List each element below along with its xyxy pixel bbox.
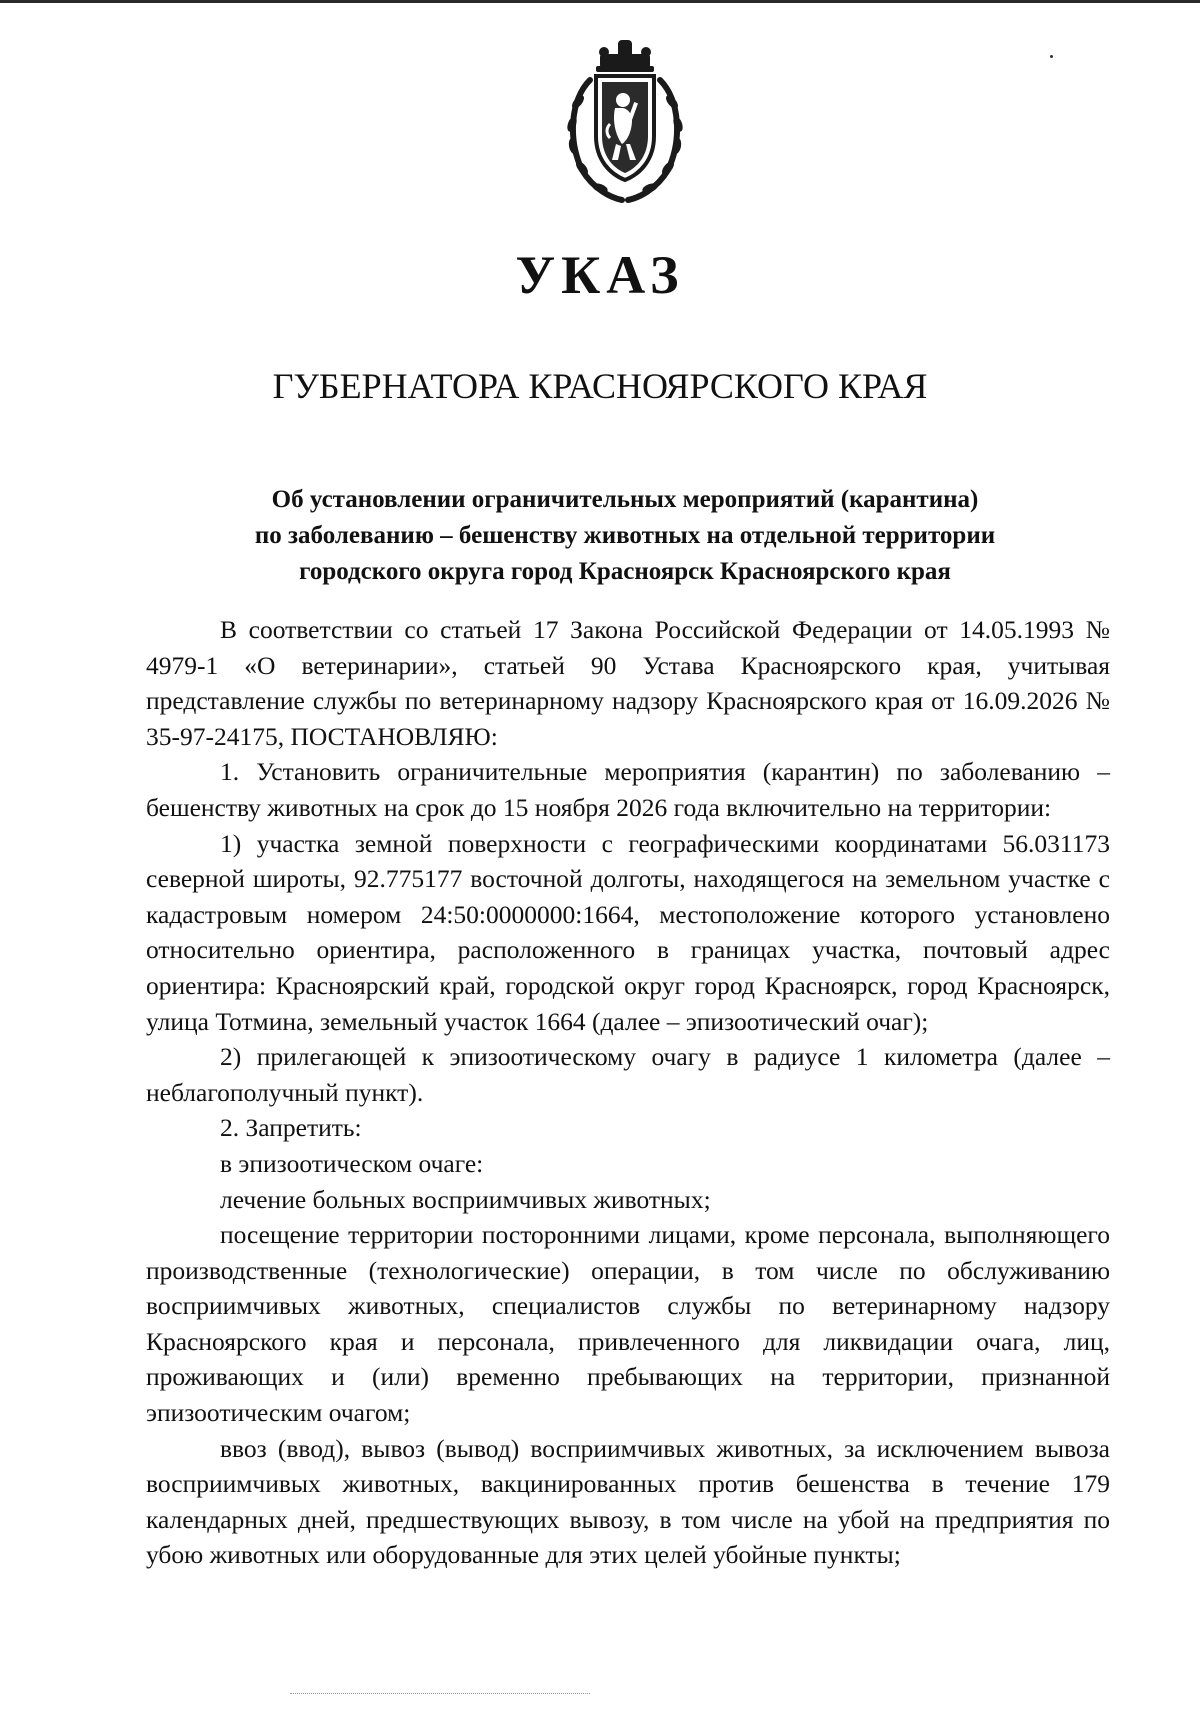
document-subtitle: ГУБЕРНАТОРА КРАСНОЯРСКОГО КРАЯ (272, 366, 928, 406)
heading-line: городского округа город Красноярск Красноярского края (299, 558, 951, 585)
page-top-border (0, 0, 1200, 3)
paragraph-item-1: 1. Установить ограничительные мероприятия (карантин) по заболеванию – бешенству животных на срок до 15 ноября 2026 года включительно на территории: (146, 757, 1110, 822)
paragraph-prohibition: ввоз (ввод), вывоз (вывод) восприимчивых животных, за исключением вывоза восприимчивых животных, вакцинированных против бешенства в течение 179 календарных дней, предшествующих вывозу, в том числе на убой на предприятия по убою животных или оборудованные для этих целей убойные пункты; (146, 1433, 1110, 1570)
paragraph-preamble: В соответствии со статьей 17 Закона Российской Федерации от 14.05.1993 № 4979-1 «О ветеринарии», статьей 90 Устава Красноярского края, учитывая представление службы по ветеринарному надзору Красноярского края от 16.09.2026 № 35-97-24175, ПОСТАНОВЛЯЮ: (146, 615, 1110, 751)
paragraph-prohibition: лечение больных восприимчивых животных; (220, 1184, 711, 1214)
paragraph-prohibition: посещение территории посторонними лицами, кроме персонала, выполняющего производственные (технологические) операции, в том числе по обслуживанию восприимчивых животных, специалистов службы по ветеринарному надзору Красноярского края и персонала, привлеченного для ликвидации очага, лиц, проживающих и (или) временно пребывающих на территории, признанной эпизоотическим очагом; (146, 1220, 1110, 1428)
heading-line: по заболеванию – бешенству животных на отдельной территории (254, 522, 996, 549)
paragraph-focus-heading: в эпизоотическом очаге: (220, 1148, 484, 1178)
heading-line: Об установлении ограничительных мероприятий (карантина) (271, 486, 979, 513)
paragraph-subitem-1: 1) участка земной поверхности с географическими координатами 56.031173 северной широты, 92.775177 восточной долготы, находящегося на земельном участке с кадастровым номером 24:50:0000000:1664, местоположение которого установлено относительно ориентира, расположенного в границах участка, почтовый адрес ориентира: Красноярский край, городской округ город Красноярск, город Красноярск, улица Тотмина, земельный участок 1664 (далее – эпизоотический очаг); (146, 828, 1110, 1036)
paragraph-subitem-2: 2) прилегающей к эпизоотическому очагу в радиусе 1 километра (далее – неблагополучный пункт). (146, 1042, 1110, 1107)
document-title: УКАЗ (515, 245, 685, 305)
footer-scan-line (290, 1693, 590, 1695)
document-heading (150, 482, 1100, 590)
coat-of-arms-krasnoyarsk-icon (560, 40, 690, 210)
document-body (146, 612, 1110, 1573)
scan-dot (1050, 55, 1053, 58)
paragraph-item-2: 2. Запретить: (220, 1113, 362, 1143)
